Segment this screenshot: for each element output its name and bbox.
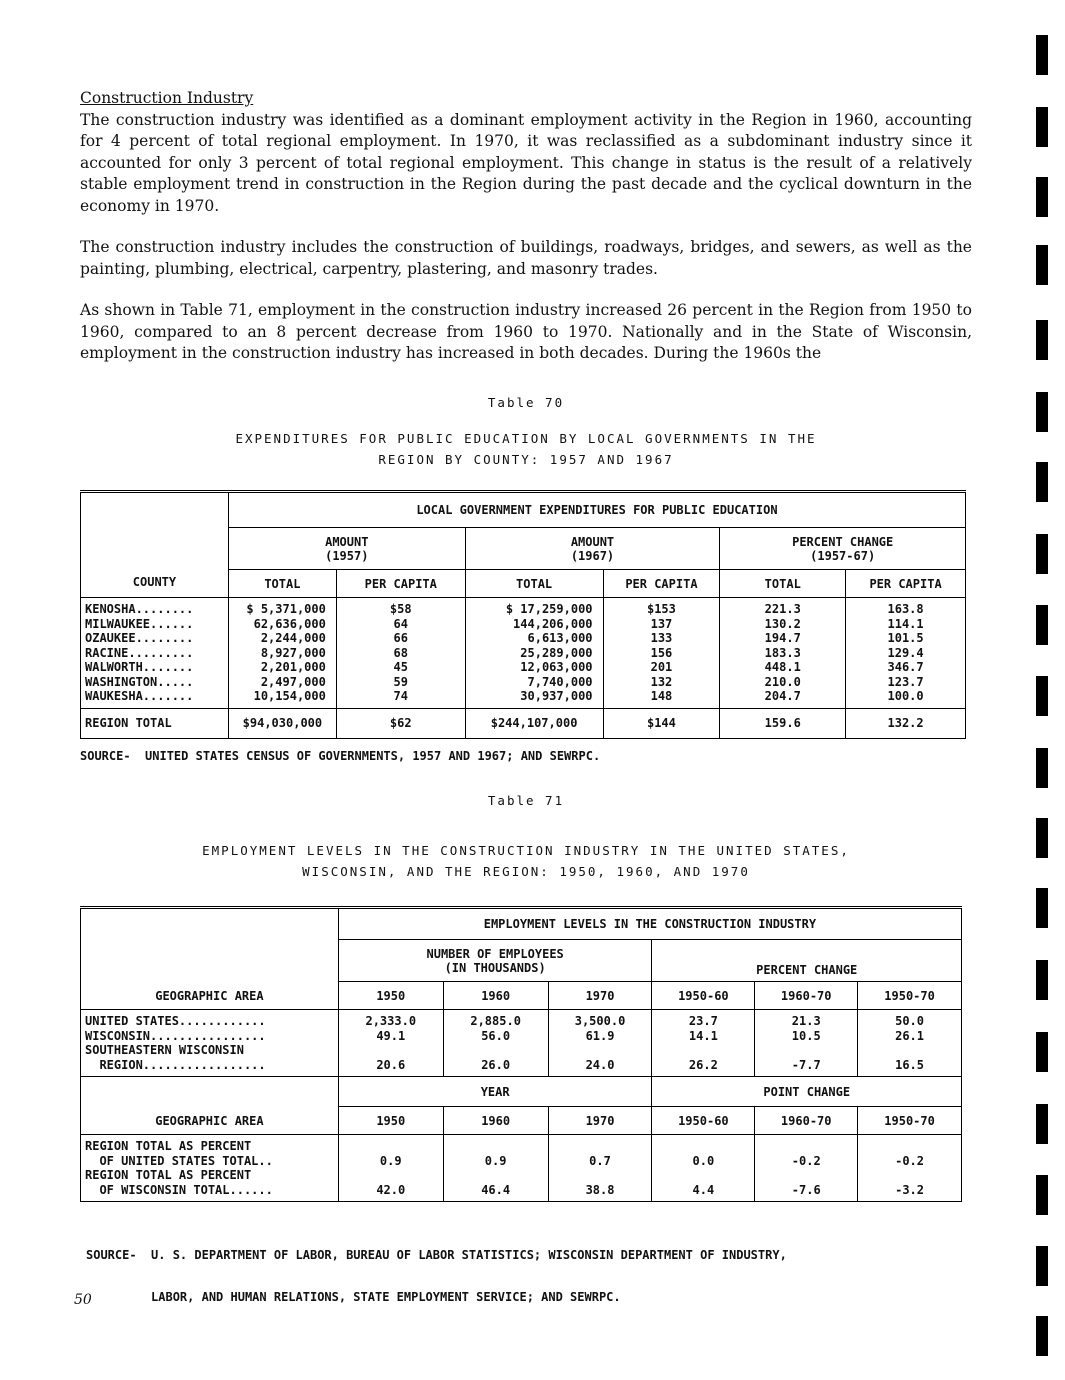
table-70-title [80,428,972,470]
county-header: COUNTY [81,492,229,598]
region-percent-labels: REGION TOTAL AS PERCENT OF UNITED STATES TOTAL.. REGION TOTAL AS PERCENT OF WISCONSIN TOTAL...... [81,1135,339,1202]
page-number: 50 [74,1292,92,1308]
margin-bar [1036,1175,1048,1215]
margin-bar [1036,107,1048,147]
col-header: 1950-60 [652,982,755,1010]
region-total-cell: $144 [603,708,720,738]
col-header: 1960 [443,1107,548,1135]
col-header: 1970 [548,982,652,1010]
col-group-percent-change: PERCENT CHANGE (1957-67) [720,528,966,570]
region-total-cell: 132.2 [846,708,966,738]
point-change-1960-70-values: -0.2 -7.6 [755,1135,858,1202]
region-total-cell: 159.6 [720,708,846,738]
col-header: 1960-70 [755,982,858,1010]
emp-1960-values: 2,885.0 56.0 26.0 [443,1010,548,1077]
sub-header: PER CAPITA [846,570,966,598]
total-1967-values: $ 17,259,000 144,206,000 6,613,000 25,289,000 12,063,000 7,740,000 30,937,000 [465,598,603,709]
table-70 [80,490,966,739]
point-change-1950-70-values: -0.2 -3.2 [858,1135,962,1202]
body-text [80,88,972,365]
table-71-source [86,1220,787,1318]
table-71-title-line: WISCONSIN, AND THE REGION: 1950, 1960, AND 1970 [302,864,750,879]
paragraph: As shown in Table 71, employment in the construction industry increased 26 percent in the Region from 1950 to 1960, compared to an 8 percent decrease from 1960 to 1970. Nationally and in the State of Wisconsin, employment in the construction industry has increased in both decades. During the 1960s the [80,301,972,362]
total-1957-values: $ 5,371,000 62,636,000 2,244,000 8,927,000 2,201,000 2,497,000 10,154,000 [228,598,336,709]
geographic-area-header-2: GEOGRAPHIC AREA [81,1077,339,1135]
sub-header: TOTAL [720,570,846,598]
pct-share-1960-values: 0.9 46.4 [443,1135,548,1202]
col-group-amount-1967: AMOUNT (1967) [465,528,720,570]
table-71-source-line: SOURCE- U. S. DEPARTMENT OF LABOR, BUREAU OF LABOR STATISTICS; WISCONSIN DEPARTMENT OF INDUSTRY, [86,1248,787,1262]
margin-bar [1036,462,1048,502]
table-71-number: Table 71 [487,793,565,808]
per-capita-change-values: 163.8 114.1 101.5 129.4 346.7 123.7 100.0 [846,598,966,709]
region-total-cell: $94,030,000 [228,708,336,738]
table-71-group-header: EMPLOYMENT LEVELS IN THE CONSTRUCTION INDUSTRY [338,908,961,940]
per-capita-1957-values: $58 64 66 68 45 59 74 [336,598,465,709]
col-header: 1950-70 [858,1107,962,1135]
sub-header: TOTAL [465,570,603,598]
margin-bar [1036,177,1048,217]
table-70-title-line: REGION BY COUNTY: 1957 AND 1967 [378,452,674,467]
total-change-values: 221.3 130.2 194.7 183.3 448.1 210.0 204.7 [720,598,846,709]
table-70-title-line: EXPENDITURES FOR PUBLIC EDUCATION BY LOCAL GOVERNMENTS IN THE [235,431,817,446]
pct-share-1950-values: 0.9 42.0 [338,1135,443,1202]
emp-1970-values: 3,500.0 61.9 24.0 [548,1010,652,1077]
margin-bar [1036,1032,1048,1072]
table-71 [80,906,962,1202]
percent-change-header: PERCENT CHANGE [652,940,962,982]
section-heading: Construction Industry [80,89,254,107]
col-header: 1950-70 [858,982,962,1010]
table-71-source-line: LABOR, AND HUMAN RELATIONS, STATE EMPLOYMENT SERVICE; AND SEWRPC. [86,1290,621,1304]
sub-header: PER CAPITA [603,570,720,598]
margin-bar [1036,392,1048,432]
margin-bar [1036,1246,1048,1286]
table-70-source: SOURCE- UNITED STATES CENSUS OF GOVERNMENTS, 1957 AND 1967; AND SEWRPC. [80,749,601,763]
paragraph: The construction industry was identified as a dominant employment activity in the Region in 1960, accounting for 4 percent of total regional employment. In 1970, it was reclassified as a subdominant industry since it accounted for only 3 percent of total regional employment. This change in status is the result of a relatively stable employment trend in construction in the Region during the past decade and the cyclical downturn in the economy in 1970. [80,110,972,215]
pct-1960-70-values: 21.3 10.5 -7.7 [755,1010,858,1077]
col-header: 1960 [443,982,548,1010]
pct-1950-60-values: 23.7 14.1 26.2 [652,1010,755,1077]
margin-bar [1036,960,1048,1000]
region-total-label: REGION TOTAL [81,708,229,738]
point-change-1950-60-values: 0.0 4.4 [652,1135,755,1202]
table-71-title-line: EMPLOYMENT LEVELS IN THE CONSTRUCTION INDUSTRY IN THE UNITED STATES, [202,843,850,858]
margin-bar [1036,534,1048,574]
point-change-header: POINT CHANGE [652,1077,962,1107]
pct-share-1970-values: 0.7 38.8 [548,1135,652,1202]
year-header: YEAR [338,1077,652,1107]
margin-bar [1036,605,1048,645]
col-header: 1970 [548,1107,652,1135]
margin-bar [1036,748,1048,788]
per-capita-1967-values: $153 137 133 156 201 132 148 [603,598,720,709]
margin-bar [1036,320,1048,360]
col-group-amount-1957: AMOUNT (1957) [228,528,465,570]
paragraph: The construction industry includes the construction of buildings, roadways, bridges, and sewers, as well as the painting, plumbing, electrical, carpentry, plastering, and masonry trades. [80,238,972,278]
margin-bar [1036,888,1048,928]
employees-header: NUMBER OF EMPLOYEES (IN THOUSANDS) [338,940,652,982]
county-names: KENOSHA........ MILWAUKEE...... OZAUKEE........ RACINE......... WALWORTH....... WASHINGTON..... WAUKESHA....... [81,598,229,709]
table-70-group-header: LOCAL GOVERNMENT EXPENDITURES FOR PUBLIC EDUCATION [228,492,965,528]
margin-bar [1036,1104,1048,1144]
margin-bar [1036,1316,1048,1356]
margin-bar [1036,676,1048,716]
col-header: 1950 [338,982,443,1010]
col-header: 1950-60 [652,1107,755,1135]
region-total-cell: $62 [336,708,465,738]
sub-header: PER CAPITA [336,570,465,598]
area-names: UNITED STATES............ WISCONSIN................ SOUTHEASTERN WISCONSIN REGION................. [81,1010,339,1077]
table-71-title [80,840,972,882]
margin-bar [1036,818,1048,858]
region-total-cell: $244,107,000 [465,708,603,738]
col-header: 1950 [338,1107,443,1135]
margin-bar [1036,35,1048,75]
table-70-number: Table 70 [487,395,565,410]
col-header: 1960-70 [755,1107,858,1135]
margin-bar [1036,245,1048,285]
pct-1950-70-values: 50.0 26.1 16.5 [858,1010,962,1077]
emp-1950-values: 2,333.0 49.1 20.6 [338,1010,443,1077]
geographic-area-header: GEOGRAPHIC AREA [81,908,339,1010]
sub-header: TOTAL [228,570,336,598]
